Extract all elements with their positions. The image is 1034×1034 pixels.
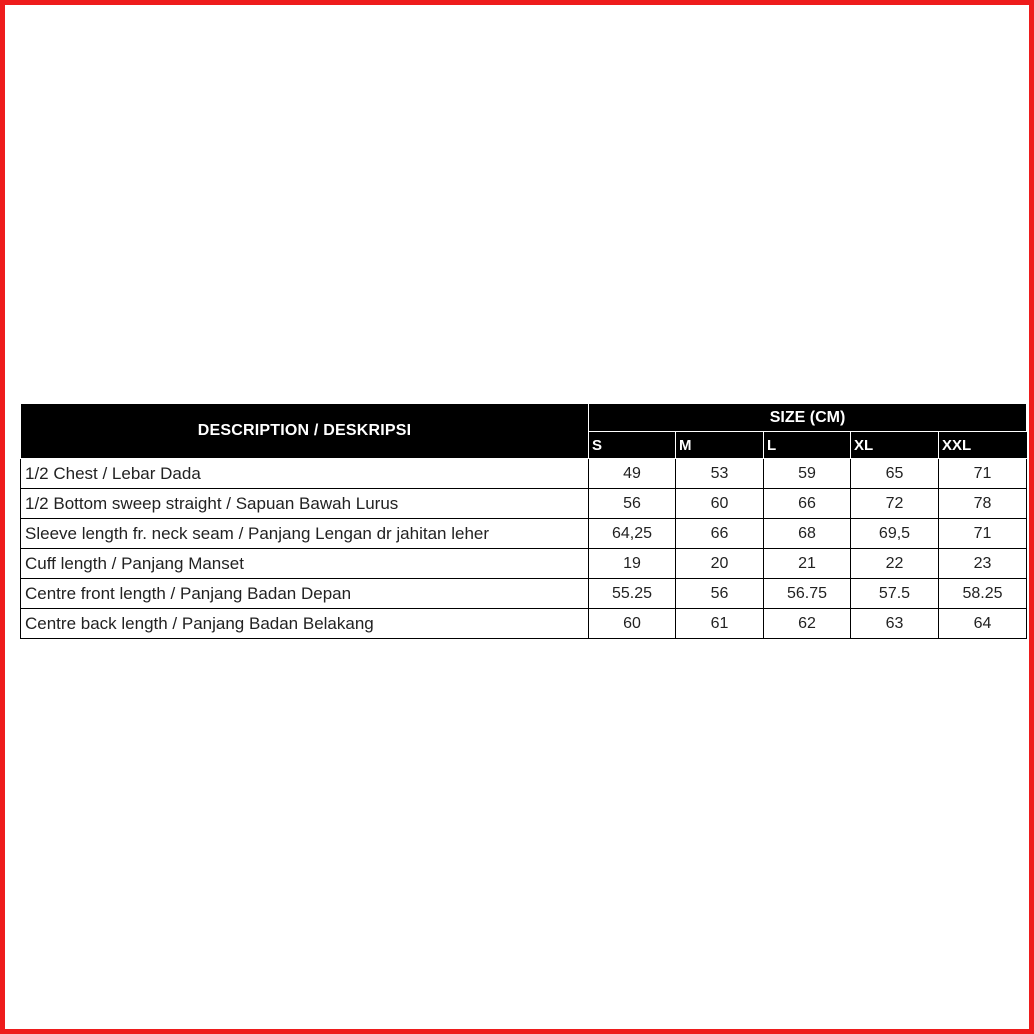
row-value: 57.5 <box>851 579 939 609</box>
size-column-xl: XL <box>851 432 939 459</box>
row-value: 53 <box>676 459 764 489</box>
table-header <box>21 404 1027 459</box>
row-value: 68 <box>764 519 851 549</box>
row-value: 69,5 <box>851 519 939 549</box>
description-header: DESCRIPTION / DESKRIPSI <box>21 404 589 459</box>
table-row <box>21 489 1027 519</box>
row-value: 21 <box>764 549 851 579</box>
row-value: 22 <box>851 549 939 579</box>
row-label: Centre back length / Panjang Badan Belakang <box>21 609 589 639</box>
size-header: SIZE (CM) <box>589 404 1027 432</box>
row-value: 65 <box>851 459 939 489</box>
row-value: 55.25 <box>589 579 676 609</box>
row-label: 1/2 Chest / Lebar Dada <box>21 459 589 489</box>
row-label: Centre front length / Panjang Badan Depan <box>21 579 589 609</box>
row-value: 56 <box>676 579 764 609</box>
row-value: 19 <box>589 549 676 579</box>
row-value: 64,25 <box>589 519 676 549</box>
table-body <box>21 459 1027 639</box>
row-label: Cuff length / Panjang Manset <box>21 549 589 579</box>
row-value: 60 <box>589 609 676 639</box>
row-value: 66 <box>676 519 764 549</box>
size-column-xxl: XXL <box>939 432 1027 459</box>
row-value: 60 <box>676 489 764 519</box>
row-label: Sleeve length fr. neck seam / Panjang Lengan dr jahitan leher <box>21 519 589 549</box>
row-value: 20 <box>676 549 764 579</box>
table-row <box>21 549 1027 579</box>
row-value: 62 <box>764 609 851 639</box>
row-label: 1/2 Bottom sweep straight / Sapuan Bawah Lurus <box>21 489 589 519</box>
row-value: 59 <box>764 459 851 489</box>
table-row <box>21 579 1027 609</box>
row-value: 56 <box>589 489 676 519</box>
size-column-l: L <box>764 432 851 459</box>
size-column-m: M <box>676 432 764 459</box>
row-value: 49 <box>589 459 676 489</box>
row-value: 58.25 <box>939 579 1027 609</box>
row-value: 72 <box>851 489 939 519</box>
row-value: 64 <box>939 609 1027 639</box>
row-value: 63 <box>851 609 939 639</box>
row-value: 23 <box>939 549 1027 579</box>
size-column-s: S <box>589 432 676 459</box>
row-value: 71 <box>939 459 1027 489</box>
table-row <box>21 519 1027 549</box>
row-value: 56.75 <box>764 579 851 609</box>
table-row <box>21 459 1027 489</box>
row-value: 71 <box>939 519 1027 549</box>
row-value: 66 <box>764 489 851 519</box>
row-value: 61 <box>676 609 764 639</box>
table-row <box>21 609 1027 639</box>
size-chart-table <box>20 403 1027 639</box>
row-value: 78 <box>939 489 1027 519</box>
